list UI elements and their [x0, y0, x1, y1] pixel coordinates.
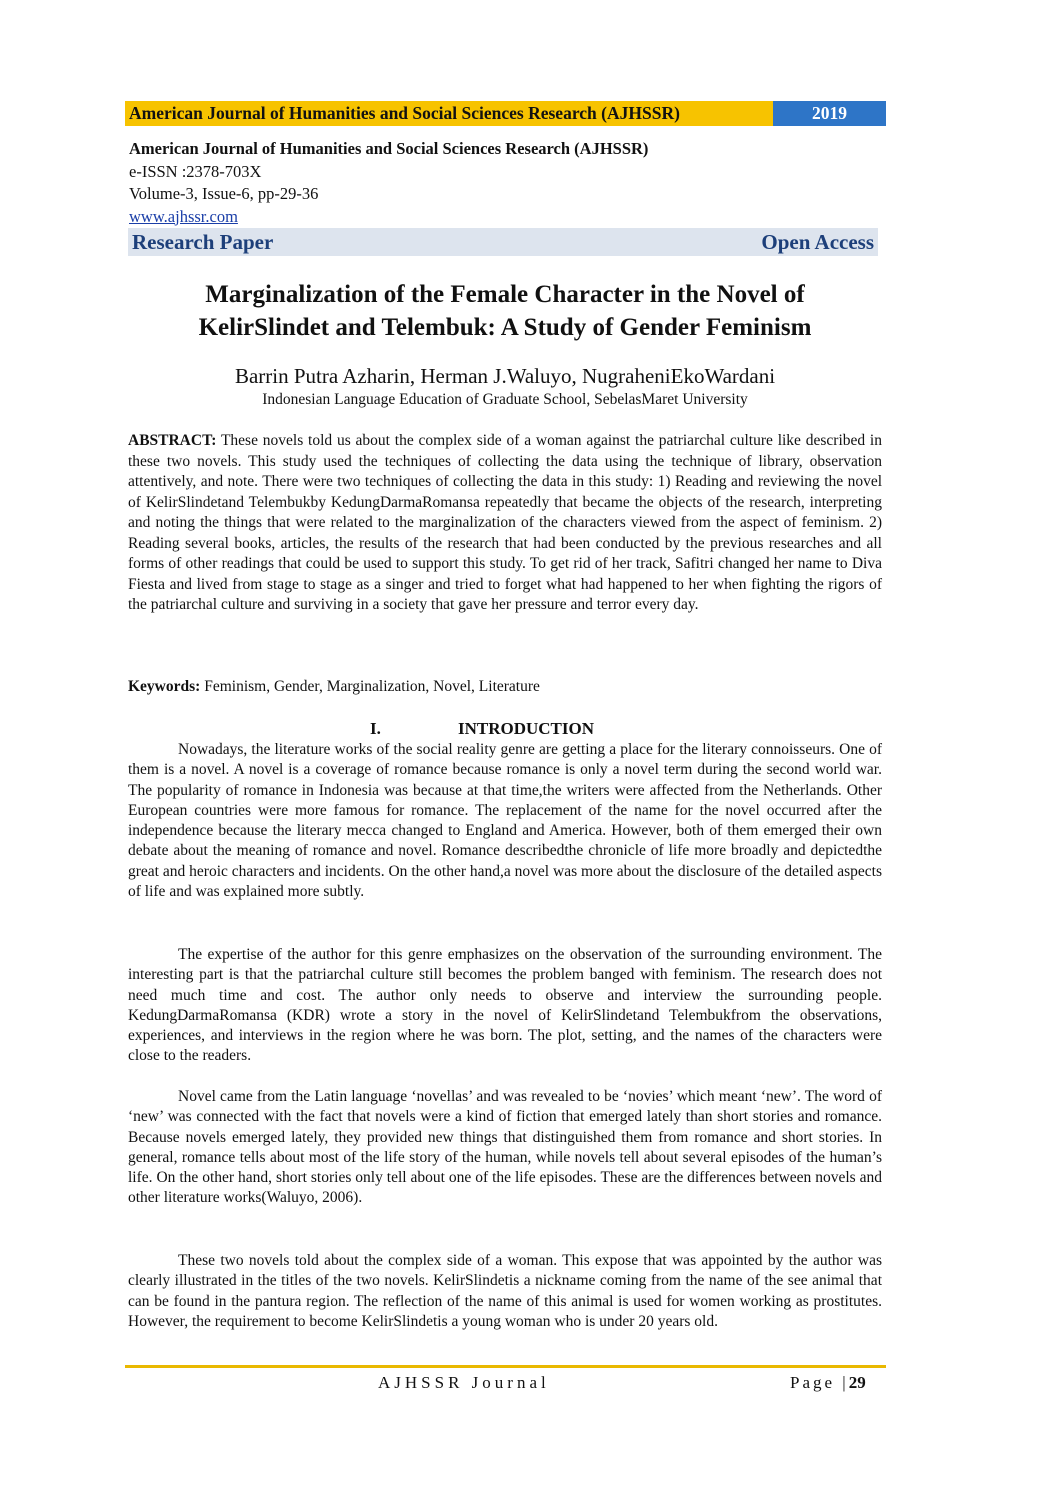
- paper-title-line-2: KelirSlindet and Telembuk: A Study of Gender Feminism: [198, 314, 812, 341]
- body-paragraph: These two novels told about the complex side of a woman. This expose that was appointed by the author was clearly illustrated in the titles of the two novels. KelirSlindetis a nickname coming from the name of the see animal that can be found in the pantura region. The reflection of the name of this animal is used for women working as prostitutes. However, the requirement to become KelirSlindetis a young woman who is under 20 years old.: [128, 1252, 882, 1330]
- footer-page-label: Page |: [790, 1373, 849, 1392]
- footer-page-number: 29: [848, 1373, 866, 1392]
- journal-meta: [129, 138, 648, 228]
- meta-volume: Volume-3, Issue-6, pp-29-36: [129, 184, 319, 203]
- keywords-label: Keywords:: [128, 678, 201, 695]
- section-number: I.: [370, 719, 381, 738]
- footer-journal: AJHSSR Journal: [378, 1373, 550, 1392]
- footer-page: [790, 1373, 866, 1393]
- meta-issn: e-ISSN :2378-703X: [129, 161, 262, 181]
- author-affiliation: Indonesian Language Education of Graduate School, SebelasMaret University: [262, 391, 748, 408]
- body-paragraph: The expertise of the author for this genre emphasizes on the observation of the surrounding environment. The interesting part is that the patriarchal culture still becomes the problem banged with feminism. The research does not need much time and cost. The author only needs to observe and interview the surrounding people. KedungDarmaRomansa (KDR) wrote a story in the novel of KelirSlindetand Telembukfrom the observations, experiences, and interviews in the region where he was born. The plot, setting, and the names of the characters were close to the readers.: [128, 946, 882, 1065]
- journal-website-link[interactable]: www.ajhssr.com: [129, 206, 238, 226]
- paper-authors: Barrin Putra Azharin, Herman J.Waluyo, NugraheniEkoWardani: [234, 364, 776, 388]
- paper-title: [110, 278, 900, 344]
- journal-header-bar: [125, 101, 886, 126]
- abstract: [128, 431, 882, 616]
- article-type-bar: [128, 228, 878, 256]
- footer-divider: [125, 1365, 886, 1368]
- access-type-label: Open Access: [761, 229, 874, 254]
- meta-journal-name: American Journal of Humanities and Social Sciences Research (AJHSSR): [129, 139, 649, 158]
- section-title: INTRODUCTION: [458, 719, 595, 738]
- keywords-text: Feminism, Gender, Marginalization, Novel, Literature: [204, 678, 540, 695]
- body-paragraph: Novel came from the Latin language ‘novellas’ and was revealed to be ‘novies’ which meant ‘new’. The word of ‘new’ was connected with the fact that novels were a kind of fiction that emerged lately than short stories and romance. Because novels emerged lately, they provided new things that distinguished them from romance and short stories. In general, romance tells about most of the life story of the human, while novels tell about several episodes of the human’s life. On the other hand, short stories only tell about one of the life episodes. These are the differences between novels and other literature works(Waluyo, 2006).: [128, 1088, 882, 1207]
- paper-title-line-1: Marginalization of the Female Character in the Novel of: [205, 281, 805, 308]
- abstract-text: These novels told us about the complex side of a woman against the patriarchal culture like described in these two novels. This study used the techniques of collecting the data using the technique of library, observation attentively, and note. There were two techniques of collecting the data in this study: 1) Reading and reviewing the novel of KelirSlindetand Telembukby KedungDarmaRomansa repeatedly that became the objects of the research, interpreting and noting the things that were related to the marginalization of the characters viewed from the aspect of feminism. 2) Reading several books, articles, the results of the research that had been conducted by the previous researches and all forms of other readings that could be used to support this study. To get rid of her track, Safitri changed her name to Diva Fiesta and lived from stage to stage as a singer and tried to forget what had happened to her when fighting the rigors of the patriarchal culture and surviving in a society that gave her pressure and terror every day.: [128, 432, 882, 613]
- header-year: 2019: [773, 101, 886, 126]
- article-type-label: Research Paper: [132, 229, 274, 254]
- abstract-label: ABSTRACT:: [128, 432, 217, 449]
- body-paragraph: Nowadays, the literature works of the social reality genre are getting a place for the literary connoisseurs. One of them is a novel. A novel is a coverage of romance because romance is only a novel term during the second world war. The popularity of romance in Indonesia was because at that time,the writers were affected from the Netherlands. Other European countries were more famous for romance. The replacement of the name for the novel occurred after the independence because the literary mecca changed to England and America. However, both of them emerged their own debate about the meaning of romance and novel. Romance describedthe chronicle of life more broadly and depictedthe great and heroic characters and incidents. On the other hand,a novel was more about the disclosure of the detailed aspects of life and was explained more subtly.: [128, 741, 882, 901]
- header-journal-name: American Journal of Humanities and Social Sciences Research (AJHSSR): [125, 101, 773, 126]
- keywords: [128, 677, 882, 697]
